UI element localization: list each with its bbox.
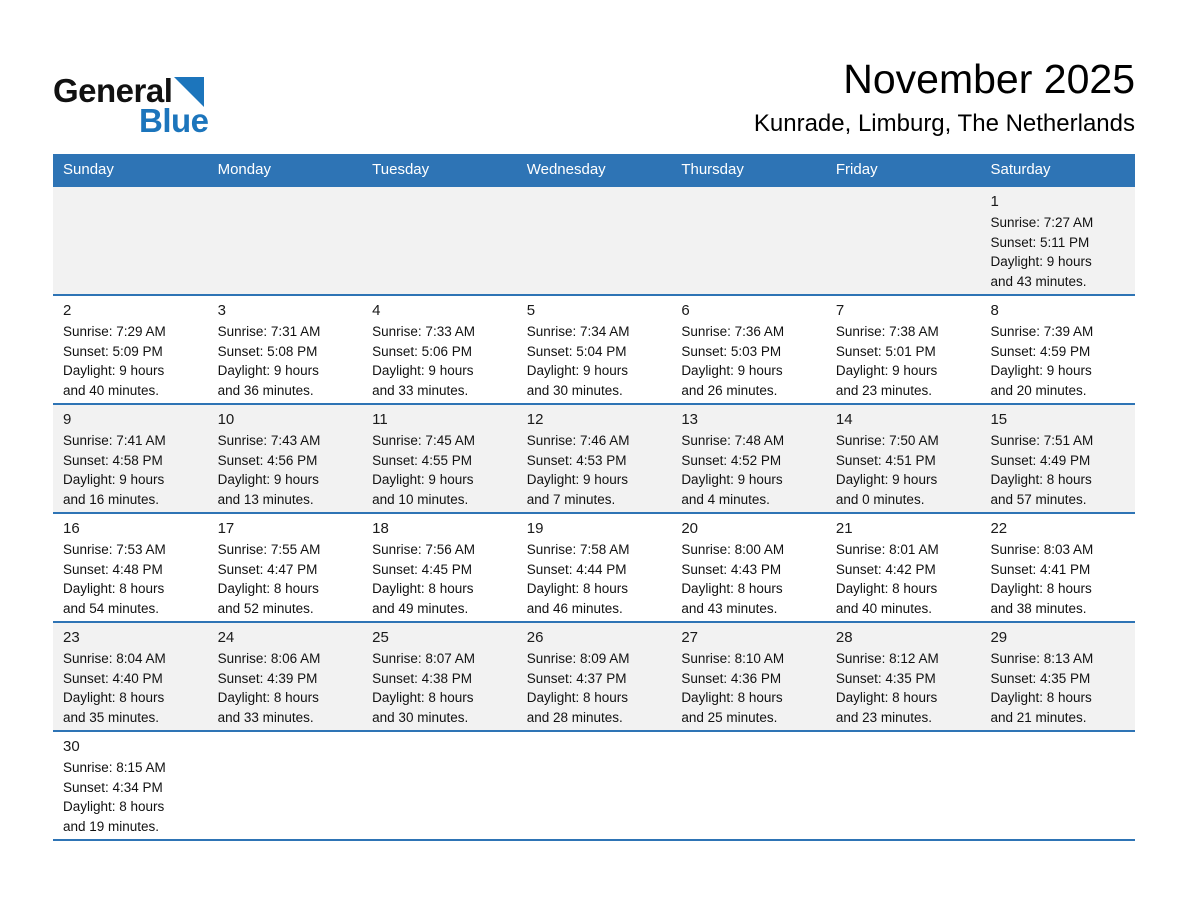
day-number: 13 — [681, 411, 698, 428]
daylight-text-line2: and 40 minutes. — [835, 600, 932, 616]
day-cell — [980, 623, 1135, 730]
day-cell — [826, 405, 981, 512]
daylight-text-line2: and 36 minutes. — [217, 382, 314, 398]
day-number: 22 — [990, 520, 1008, 537]
sunrise-text: Sunrise: 7:45 AM — [372, 433, 475, 448]
day-cell — [826, 514, 981, 621]
sunset-text: Sunset: 4:38 PM — [372, 670, 472, 686]
sunset-text: Sunset: 5:03 PM — [681, 343, 782, 359]
empty-cell — [517, 187, 672, 294]
daylight-text-line2: and 25 minutes. — [681, 709, 778, 725]
day-cell — [362, 405, 517, 512]
page-header — [0, 0, 1188, 154]
general-blue-logo — [53, 74, 209, 137]
day-number: 5 — [526, 302, 536, 319]
day-cell — [980, 514, 1135, 621]
sunset-text: Sunset: 5:04 PM — [526, 343, 627, 359]
day-number: 18 — [372, 520, 389, 537]
daylight-text-line2: and 23 minutes. — [835, 709, 932, 725]
day-cell — [517, 405, 672, 512]
day-number: 4 — [372, 302, 381, 319]
weekday-header: Tuesday — [372, 161, 430, 178]
sunset-text: Sunset: 5:09 PM — [63, 343, 163, 359]
day-number: 15 — [990, 411, 1008, 428]
sunrise-text: Sunrise: 7:56 AM — [372, 542, 475, 557]
daylight-text-line1: Daylight: 9 hours — [835, 363, 938, 378]
daylight-text-line2: and 23 minutes. — [835, 382, 932, 398]
daylight-text-line1: Daylight: 8 hours — [835, 690, 938, 705]
day-number: 12 — [526, 411, 544, 428]
weekday-header: Friday — [835, 161, 878, 178]
title-block — [754, 56, 1135, 139]
sunrise-text: Sunrise: 7:48 AM — [681, 433, 785, 448]
daylight-text-line2: and 52 minutes. — [217, 600, 314, 616]
sunset-text: Sunset: 4:37 PM — [526, 670, 627, 686]
daylight-text-line2: and 46 minutes. — [526, 600, 623, 616]
location-subtitle: Kunrade, Limburg, The Netherlands — [753, 110, 1135, 137]
day-cell — [362, 514, 517, 621]
day-number: 25 — [372, 629, 389, 646]
weekday-row — [53, 154, 1135, 185]
daylight-text-line1: Daylight: 9 hours — [63, 472, 165, 487]
day-number: 20 — [681, 520, 698, 537]
day-cell — [53, 296, 208, 403]
daylight-text-line1: Daylight: 8 hours — [681, 581, 783, 596]
daylight-text-line1: Daylight: 9 hours — [835, 472, 938, 487]
week-row — [53, 294, 1135, 403]
sunset-text: Sunset: 4:59 PM — [990, 343, 1091, 359]
day-number: 26 — [526, 629, 544, 646]
week-row — [53, 512, 1135, 621]
daylight-text-line2: and 4 minutes. — [681, 491, 770, 507]
daylight-text-line1: Daylight: 8 hours — [526, 690, 629, 705]
calendar — [53, 154, 1135, 841]
day-number: 23 — [63, 629, 80, 646]
daylight-text-line2: and 43 minutes. — [990, 273, 1087, 289]
week-row — [53, 185, 1135, 294]
daylight-text-line1: Daylight: 8 hours — [526, 581, 629, 596]
day-cell — [53, 514, 208, 621]
sunset-text: Sunset: 4:39 PM — [217, 670, 318, 686]
sunset-text: Sunset: 5:06 PM — [372, 343, 472, 359]
day-cell — [980, 296, 1135, 403]
daylight-text-line2: and 26 minutes. — [681, 382, 778, 398]
empty-cell — [826, 732, 981, 839]
day-number: 27 — [681, 629, 698, 646]
sunrise-text: Sunrise: 7:51 AM — [990, 433, 1094, 448]
day-number: 14 — [835, 411, 853, 428]
sunset-text: Sunset: 4:42 PM — [835, 561, 936, 577]
day-cell — [826, 296, 981, 403]
day-cell — [671, 623, 826, 730]
sunrise-text: Sunrise: 7:27 AM — [990, 215, 1094, 230]
sunset-text: Sunset: 4:56 PM — [217, 452, 318, 468]
daylight-text-line1: Daylight: 9 hours — [990, 254, 1092, 269]
sunrise-text: Sunrise: 7:41 AM — [63, 433, 166, 448]
day-number: 30 — [63, 738, 80, 755]
sunset-text: Sunset: 4:40 PM — [63, 670, 163, 686]
day-cell — [208, 623, 363, 730]
empty-cell — [980, 732, 1135, 839]
daylight-text-line2: and 35 minutes. — [63, 709, 160, 725]
sunset-text: Sunset: 5:01 PM — [835, 343, 936, 359]
daylight-text-line2: and 16 minutes. — [63, 491, 160, 507]
daylight-text-line1: Daylight: 8 hours — [63, 581, 165, 596]
sunrise-text: Sunrise: 7:43 AM — [217, 433, 321, 448]
daylight-text-line1: Daylight: 8 hours — [217, 581, 319, 596]
sunrise-text: Sunrise: 8:00 AM — [681, 542, 785, 557]
weekday-header: Monday — [217, 161, 271, 178]
day-cell — [53, 732, 208, 839]
sunset-text: Sunset: 5:08 PM — [217, 343, 318, 359]
day-number: 8 — [990, 302, 999, 319]
sunrise-text: Sunrise: 8:15 AM — [63, 760, 166, 775]
sunset-text: Sunset: 4:47 PM — [217, 561, 318, 577]
day-cell — [980, 187, 1135, 294]
month-title: November 2025 — [843, 56, 1135, 102]
daylight-text-line1: Daylight: 8 hours — [681, 690, 783, 705]
empty-cell — [517, 732, 672, 839]
day-cell — [671, 296, 826, 403]
sunset-text: Sunset: 4:34 PM — [63, 779, 163, 795]
day-number: 10 — [217, 411, 235, 428]
calendar-grid — [53, 185, 1135, 839]
daylight-text-line1: Daylight: 9 hours — [681, 472, 783, 487]
daylight-text-line2: and 49 minutes. — [372, 600, 469, 616]
day-number: 9 — [63, 411, 72, 428]
day-number: 28 — [835, 629, 853, 646]
day-number: 24 — [217, 629, 235, 646]
empty-cell — [362, 187, 517, 294]
daylight-text-line1: Daylight: 9 hours — [63, 363, 165, 378]
daylight-text-line2: and 0 minutes. — [835, 491, 925, 507]
sunrise-text: Sunrise: 8:06 AM — [217, 651, 321, 666]
sunset-text: Sunset: 4:52 PM — [681, 452, 782, 468]
day-number: 21 — [835, 520, 853, 537]
sunrise-text: Sunrise: 7:38 AM — [835, 324, 939, 339]
day-cell — [53, 405, 208, 512]
day-number: 2 — [63, 302, 72, 319]
daylight-text-line1: Daylight: 9 hours — [372, 472, 474, 487]
daylight-text-line2: and 20 minutes. — [990, 382, 1087, 398]
daylight-text-line2: and 54 minutes. — [63, 600, 160, 616]
daylight-text-line1: Daylight: 9 hours — [217, 472, 319, 487]
day-number: 16 — [63, 520, 80, 537]
sunrise-text: Sunrise: 7:36 AM — [681, 324, 785, 339]
sunrise-text: Sunrise: 8:03 AM — [990, 542, 1094, 557]
day-number: 1 — [990, 193, 999, 210]
sunrise-text: Sunrise: 7:58 AM — [526, 542, 630, 557]
daylight-text-line2: and 40 minutes. — [63, 382, 160, 398]
sunrise-text: Sunrise: 8:12 AM — [835, 651, 939, 666]
daylight-text-line2: and 30 minutes. — [526, 382, 623, 398]
sunset-text: Sunset: 4:41 PM — [990, 561, 1091, 577]
logo-text-general: General — [53, 72, 173, 109]
daylight-text-line1: Daylight: 8 hours — [217, 690, 319, 705]
day-cell — [53, 623, 208, 730]
empty-cell — [208, 187, 363, 294]
sunrise-text: Sunrise: 8:13 AM — [990, 651, 1094, 666]
sunrise-text: Sunrise: 8:04 AM — [63, 651, 166, 666]
day-number: 17 — [217, 520, 235, 537]
day-cell — [208, 514, 363, 621]
sunset-text: Sunset: 4:58 PM — [63, 452, 163, 468]
sunset-text: Sunset: 4:35 PM — [990, 670, 1091, 686]
day-number: 11 — [372, 411, 388, 428]
daylight-text-line2: and 10 minutes. — [372, 491, 469, 507]
daylight-text-line1: Daylight: 8 hours — [990, 472, 1092, 487]
empty-cell — [208, 732, 363, 839]
week-row — [53, 403, 1135, 512]
day-cell — [208, 405, 363, 512]
day-cell — [980, 405, 1135, 512]
daylight-text-line1: Daylight: 8 hours — [372, 690, 474, 705]
daylight-text-line2: and 30 minutes. — [372, 709, 469, 725]
sunset-text: Sunset: 4:35 PM — [835, 670, 936, 686]
logo-text-blue: Blue — [139, 102, 209, 139]
weekday-header: Wednesday — [526, 161, 606, 178]
sunset-text: Sunset: 4:44 PM — [526, 561, 627, 577]
day-cell — [362, 296, 517, 403]
day-cell — [517, 514, 672, 621]
weekday-header: Sunday — [63, 161, 114, 178]
sunrise-text: Sunrise: 8:09 AM — [526, 651, 630, 666]
day-cell — [671, 405, 826, 512]
daylight-text-line1: Daylight: 9 hours — [990, 363, 1092, 378]
empty-cell — [53, 187, 208, 294]
sunset-text: Sunset: 4:45 PM — [372, 561, 472, 577]
daylight-text-line1: Daylight: 8 hours — [372, 581, 474, 596]
sunset-text: Sunset: 4:51 PM — [835, 452, 936, 468]
sunrise-text: Sunrise: 7:50 AM — [835, 433, 939, 448]
day-number: 3 — [217, 302, 226, 319]
daylight-text-line1: Daylight: 9 hours — [526, 363, 629, 378]
daylight-text-line1: Daylight: 9 hours — [681, 363, 783, 378]
daylight-text-line2: and 19 minutes. — [63, 818, 160, 834]
sunset-text: Sunset: 4:49 PM — [990, 452, 1091, 468]
daylight-text-line1: Daylight: 9 hours — [217, 363, 319, 378]
daylight-text-line1: Daylight: 9 hours — [526, 472, 629, 487]
sunrise-text: Sunrise: 7:39 AM — [990, 324, 1094, 339]
day-cell — [826, 623, 981, 730]
day-number: 6 — [681, 302, 690, 319]
daylight-text-line2: and 43 minutes. — [681, 600, 778, 616]
sunrise-text: Sunrise: 8:07 AM — [372, 651, 475, 666]
day-cell — [362, 623, 517, 730]
sunrise-text: Sunrise: 7:53 AM — [63, 542, 166, 557]
daylight-text-line1: Daylight: 8 hours — [990, 690, 1092, 705]
sunset-text: Sunset: 4:36 PM — [681, 670, 782, 686]
sunset-text: Sunset: 4:55 PM — [372, 452, 472, 468]
daylight-text-line2: and 38 minutes. — [990, 600, 1087, 616]
week-row — [53, 621, 1135, 730]
sunrise-text: Sunrise: 8:01 AM — [835, 542, 939, 557]
sunrise-text: Sunrise: 7:34 AM — [526, 324, 630, 339]
empty-cell — [671, 732, 826, 839]
sunset-text: Sunset: 5:11 PM — [990, 234, 1090, 250]
day-cell — [208, 296, 363, 403]
daylight-text-line2: and 28 minutes. — [526, 709, 623, 725]
sunrise-text: Sunrise: 7:33 AM — [372, 324, 475, 339]
day-number: 19 — [526, 520, 544, 537]
sunset-text: Sunset: 4:48 PM — [63, 561, 163, 577]
daylight-text-line2: and 21 minutes. — [990, 709, 1087, 725]
sunrise-text: Sunrise: 8:10 AM — [681, 651, 785, 666]
daylight-text-line1: Daylight: 8 hours — [63, 690, 165, 705]
day-number: 29 — [990, 629, 1008, 646]
day-cell — [517, 623, 672, 730]
daylight-text-line1: Daylight: 9 hours — [372, 363, 474, 378]
daylight-text-line2: and 33 minutes. — [372, 382, 469, 398]
empty-cell — [671, 187, 826, 294]
daylight-text-line1: Daylight: 8 hours — [990, 581, 1092, 596]
sunset-text: Sunset: 4:53 PM — [526, 452, 627, 468]
sunset-text: Sunset: 4:43 PM — [681, 561, 782, 577]
day-number: 7 — [835, 302, 845, 319]
sunrise-text: Sunrise: 7:31 AM — [217, 324, 321, 339]
empty-cell — [826, 187, 981, 294]
daylight-text-line2: and 57 minutes. — [990, 491, 1087, 507]
sunrise-text: Sunrise: 7:46 AM — [526, 433, 630, 448]
daylight-text-line2: and 33 minutes. — [217, 709, 314, 725]
weekday-header: Thursday — [681, 161, 744, 178]
daylight-text-line1: Daylight: 8 hours — [835, 581, 938, 596]
week-row — [53, 730, 1135, 839]
day-cell — [517, 296, 672, 403]
daylight-text-line2: and 7 minutes. — [526, 491, 616, 507]
daylight-text-line2: and 13 minutes. — [217, 491, 314, 507]
weekday-header: Saturday — [990, 161, 1051, 178]
daylight-text-line1: Daylight: 8 hours — [63, 799, 165, 814]
sunrise-text: Sunrise: 7:29 AM — [63, 324, 166, 339]
day-cell — [671, 514, 826, 621]
sunrise-text: Sunrise: 7:55 AM — [217, 542, 321, 557]
empty-cell — [362, 732, 517, 839]
